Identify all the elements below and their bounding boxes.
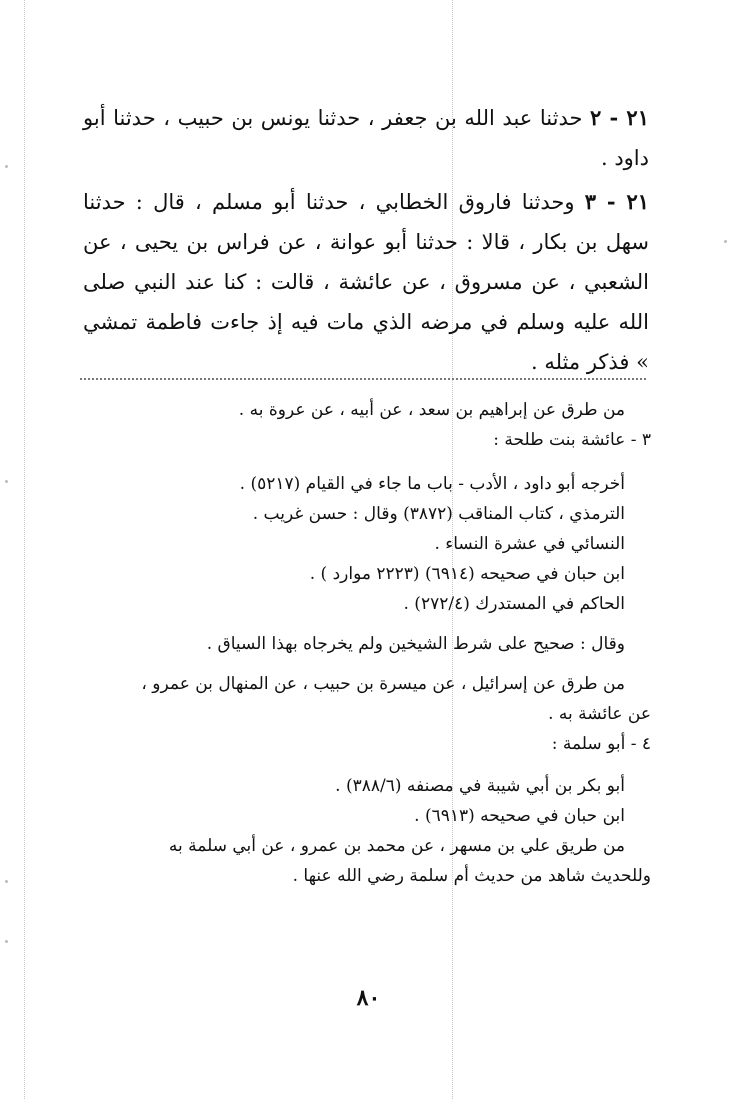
note-line: أبو بكر بن أبي شيبة في مصنفه (٣٨٨/٦) . xyxy=(335,776,625,796)
hadith-paragraph xyxy=(83,182,649,382)
note-line: وقال : صحيح على شرط الشيخين ولم يخرجاه بهذا السياق . xyxy=(206,634,625,654)
hadith-text: وحدثنا فاروق الخطابي ، حدثنا أبو مسلم ، قال : حدثنا سهل بن بكار ، قالا : حدثنا أبو عوانة ، عن فراس بن يحيى ، عن الشعبي ، عن مسروق ، عن عائشة ، قالت : كنا عند النبي صلى الله عليه وسلم في مرضه الذي مات فيه إذ جاءت فاطمة تمشي » فذكر مثله . xyxy=(83,190,649,374)
scan-artifact-line xyxy=(24,0,25,1099)
note-line: عن عائشة به . xyxy=(548,704,651,724)
hadith-number: ٢١ - ٢ xyxy=(590,105,649,130)
note-line: ابن حبان في صحيحه (٦٩١٤) (٢٢٢٣ موارد ) . xyxy=(309,564,625,584)
note-line: ابن حبان في صحيحه (٦٩١٣) . xyxy=(414,806,625,826)
note-line: أخرجه أبو داود ، الأدب - باب ما جاء في القيام (٥٢١٧) . xyxy=(239,474,625,494)
note-line: وللحديث شاهد من حديث أم سلمة رضي الله عنها . xyxy=(292,866,651,886)
footnote-separator xyxy=(80,378,646,380)
note-line: الترمذي ، كتاب المناقب (٣٨٧٢) وقال : حسن غريب . xyxy=(252,504,625,524)
hadith-number: ٢١ - ٣ xyxy=(584,189,649,214)
note-line: من طرق عن إبراهيم بن سعد ، عن أبيه ، عن عروة به . xyxy=(238,400,625,420)
hadith-text: حدثنا عبد الله بن جعفر ، حدثنا يونس بن حبيب ، حدثنا أبو داود . xyxy=(83,106,649,170)
scan-speck xyxy=(5,165,8,168)
scan-speck xyxy=(5,940,8,943)
hadith-paragraph xyxy=(83,98,649,178)
note-line: من طرق عن إسرائيل ، عن ميسرة بن حبيب ، عن المنهال بن عمرو ، xyxy=(141,674,625,694)
note-line: النسائي في عشرة النساء . xyxy=(434,534,625,554)
scan-speck xyxy=(5,880,8,883)
note-heading: ٤ - أبو سلمة : xyxy=(551,734,651,754)
page-number: ٨٠ xyxy=(356,985,381,1011)
note-line: من طريق علي بن مسهر ، عن محمد بن عمرو ، عن أبي سلمة به xyxy=(168,836,625,856)
footnotes xyxy=(85,395,651,891)
scan-speck xyxy=(724,240,727,243)
hadith-2 xyxy=(83,98,649,178)
hadith-3 xyxy=(83,182,649,382)
note-line: الحاكم في المستدرك (٢٧٢/٤) . xyxy=(403,594,625,614)
note-heading: ٣ - عائشة بنت طلحة : xyxy=(493,430,651,450)
scan-speck xyxy=(5,480,8,483)
